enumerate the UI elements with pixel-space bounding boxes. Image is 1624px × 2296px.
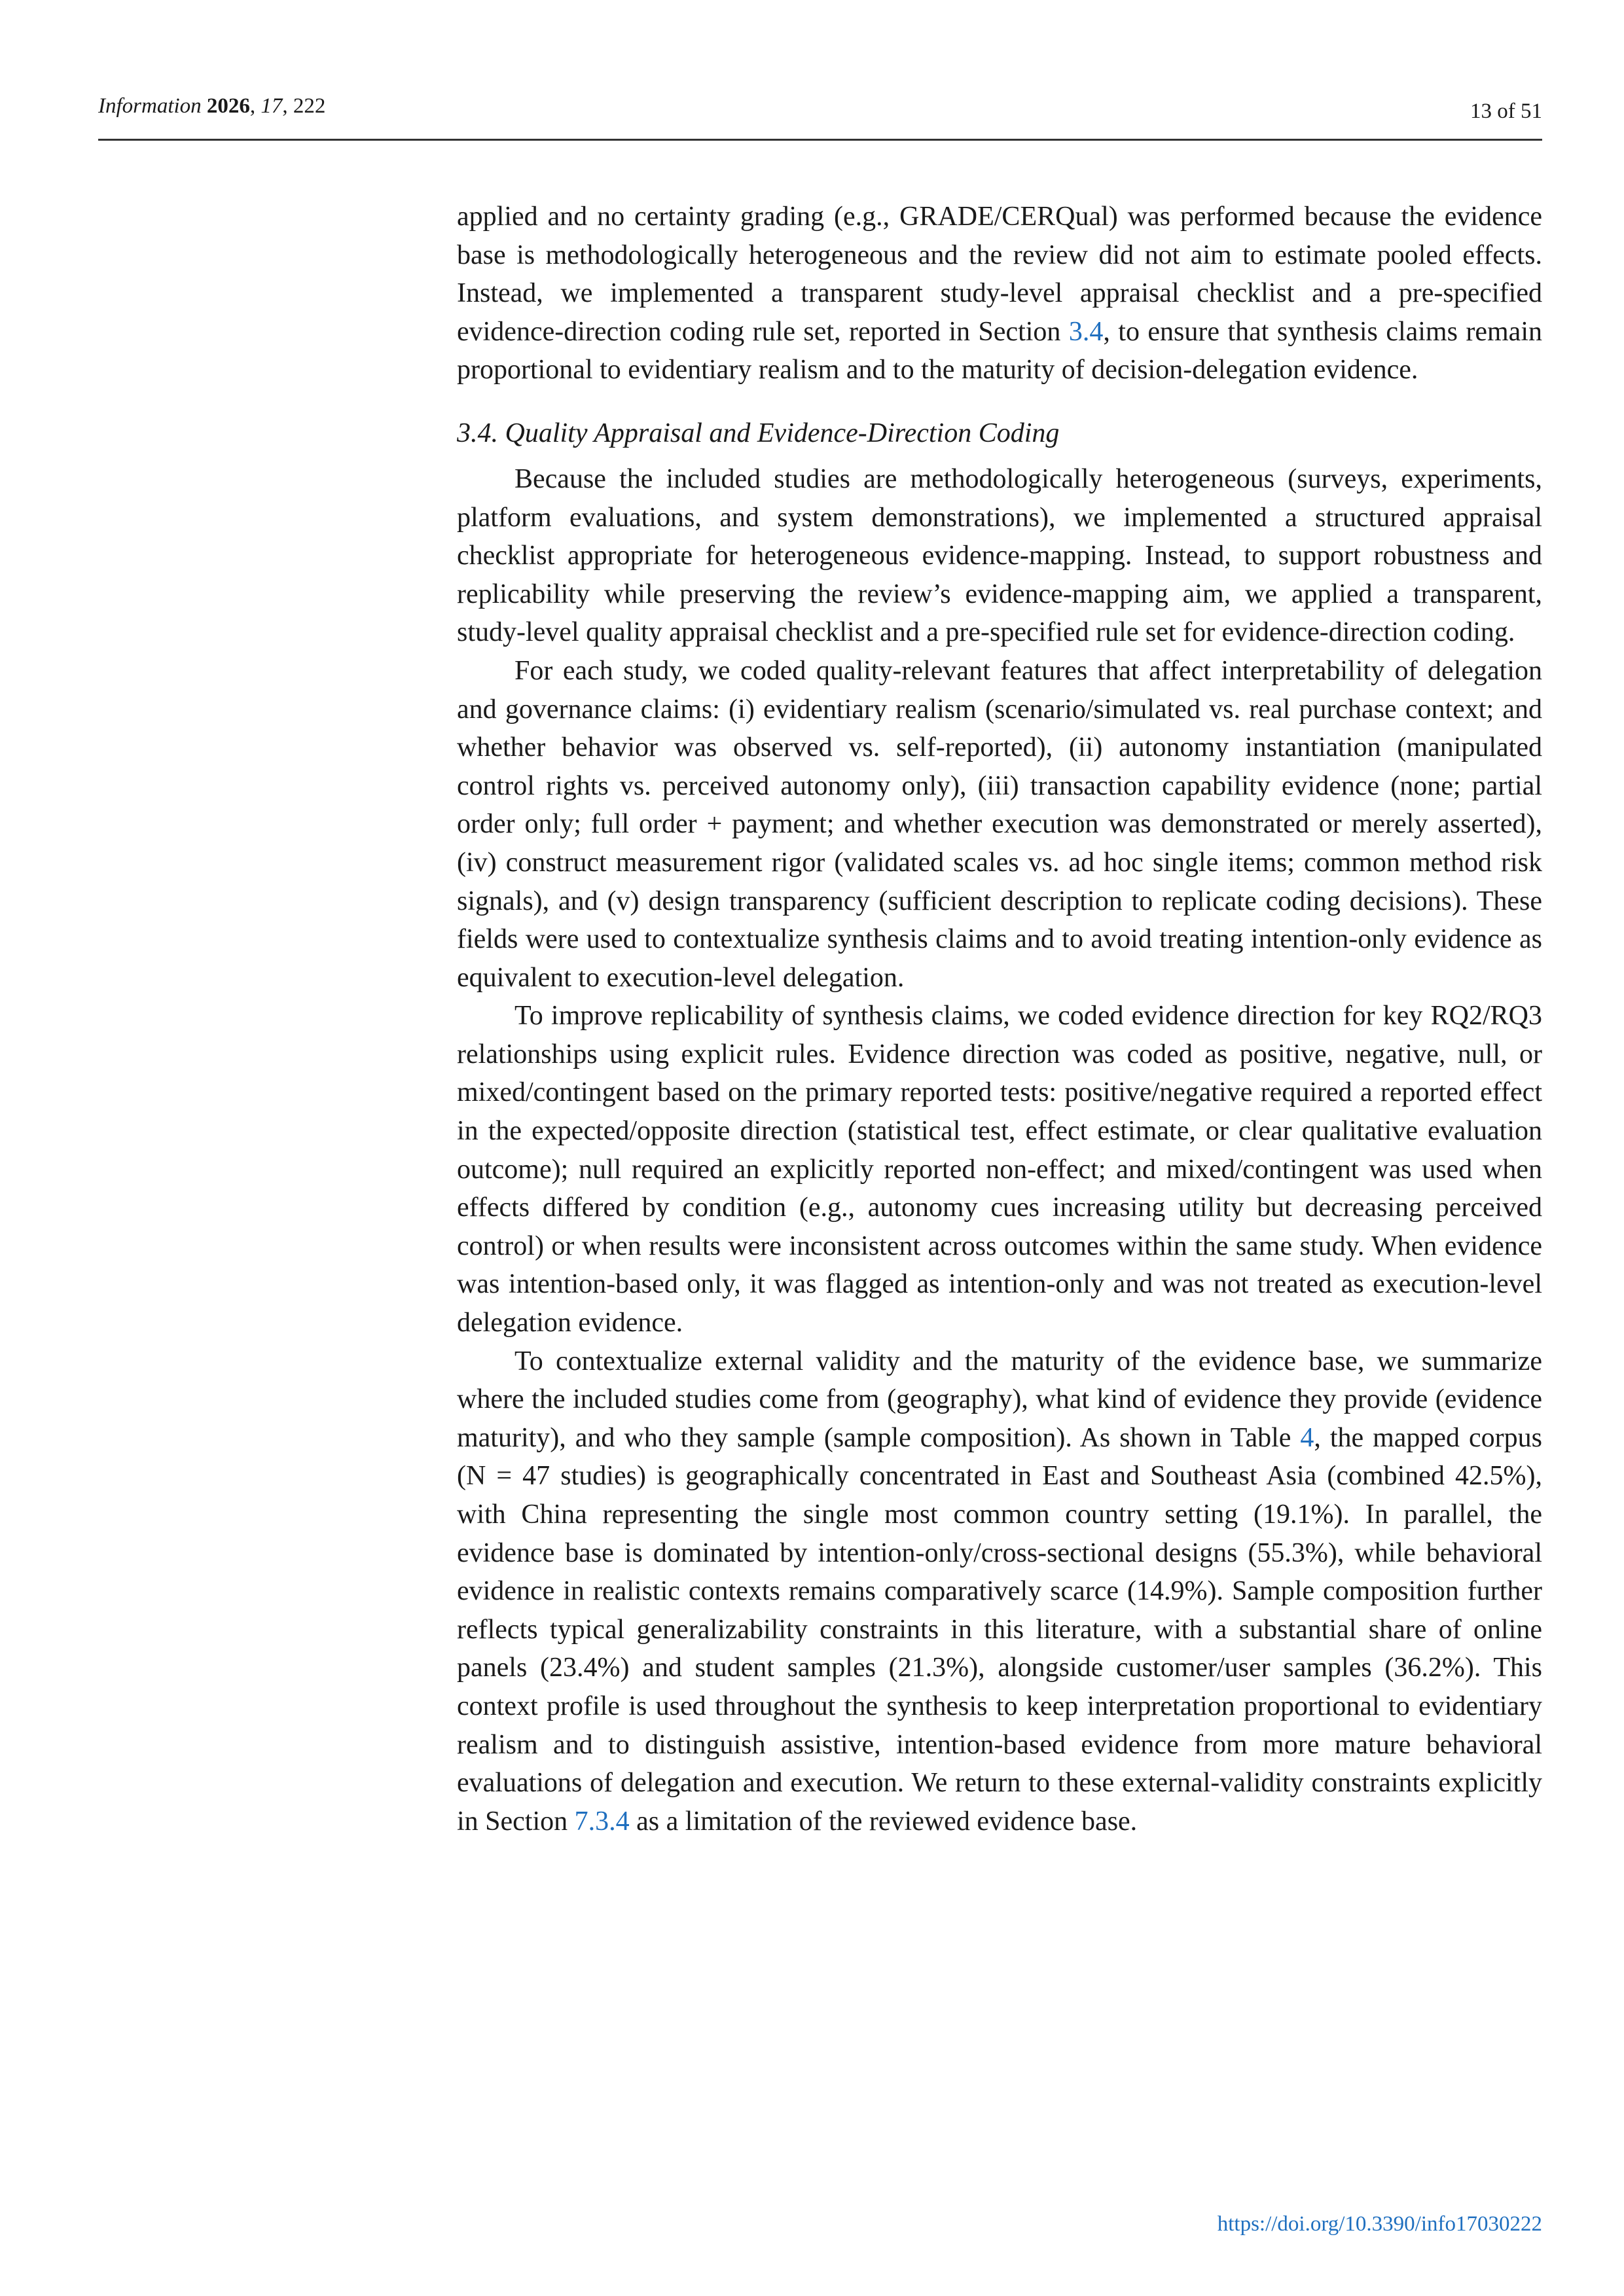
page-number: 13 of 51 xyxy=(1470,99,1542,123)
journal-name: Information xyxy=(98,94,202,118)
paragraph-external-validity: To contextualize external validity and the maturity of the evidence base, we summarize where the included studies come from (geography), what kind of evidence they provide (evidence maturity), and who they sample (sample composition). As shown in Table 4, the mapped corpus (N = 47 studies) is geographically concentrated in East and Southeast Asia (combined 42.5%), with China representing the single most common country setting (19.1%). In parallel, the evidence base is dominated by intention-only/cross-sectional designs (55.3%), while behavioral evidence in realistic contexts remains comparatively scarce (14.9%). Sample composition further reflects typical generalizability constraints in this literature, with a substantial share of online panels (23.4%) and student samples (21.3%), alongside customer/user samples (36.2%). This context profile is used throughout the synthesis to keep interpretation proportional to evidentiary realism and to distinguish assistive, intention-based evidence from more mature behavioral evaluations of delegation and execution. We return to these external-validity constraints explicitly in Section 7.3.4 as a limitation of the reviewed evidence base. xyxy=(457,1346,1542,1837)
section-link-3-4[interactable]: 3.4 xyxy=(1068,316,1104,347)
publication-year: 2026 xyxy=(206,94,250,118)
main-text xyxy=(457,198,1542,1840)
volume-number: 17 xyxy=(261,94,283,118)
article-number: 222 xyxy=(293,94,326,118)
paragraph-evidence-direction: To improve replicability of synthesis claims, we coded evidence direction for key RQ2/RQ3 relationships using explicit rules. Evidence direction was coded as positive, negative, null, or mixed/contingent based on the primary reported tests: positive/negative required a reported effect in the expected/opposite direction (statistical test, effect estimate, or clear qualitative evaluation outcome); null required an explicitly reported non-effect; and mixed/contingent was used when effects differed by condition (e.g., autonomy cues increasing utility but decreasing perceived control) or when results were inconsistent across outcomes within the same study. When evidence was intention-based only, it was flagged as intention-only and was not treated as execution-level delegation evidence. xyxy=(457,1001,1542,1338)
section-link-7-3-4[interactable]: 7.3.4 xyxy=(574,1806,630,1837)
running-header xyxy=(98,93,1542,141)
journal-citation: Information 2026, 17, 222 xyxy=(98,94,326,118)
table-link-4[interactable]: 4 xyxy=(1300,1422,1314,1453)
continued-paragraph: applied and no certainty grading (e.g., GRADE/CERQual) was performed because the evidence base is methodologically heterogeneous and the review did not aim to estimate pooled effects. Instead, we implemented a transparent study-level appraisal checklist and a pre-specified evidence-direction coding rule set, reported in Section 3.4, to ensure that synthesis claims remain proportional to evidentiary realism and to the maturity of decision-delegation evidence. xyxy=(457,202,1542,386)
paragraph-appraisal-intro: Because the included studies are methodologically heterogeneous (surveys, experiments, platform evaluations, and system demonstrations), we implemented a structured appraisal checklist appropriate for heterogeneous evidence-mapping. Instead, to support robustness and replicability while preserving the review’s evidence-mapping aim, we applied a transparent, study-level quality appraisal checklist and a pre-specified rule set for evidence-direction coding. xyxy=(457,463,1542,648)
section-heading: 3.4. Quality Appraisal and Evidence-Direction Coding xyxy=(457,418,1060,448)
paragraph-coded-features: For each study, we coded quality-relevant features that affect interpretability of delegation and governance claims: (i) evidentiary realism (scenario/simulated vs. real purchase context; and whether behavior was observed vs. self-reported), (ii) autonomy instantiation (manipulated control rights vs. perceived autonomy only), (iii) transaction capability evidence (none; partial order only; full order + payment; and whether execution was demonstrated or merely asserted), (iv) construct measurement rigor (validated scales vs. ad hoc single items; common method risk signals), and (v) design transparency (sufficient description to replicate coding decisions). These fields were used to contextualize synthesis claims and to avoid treating intention-only evidence as equivalent to execution-level delegation. xyxy=(457,655,1542,993)
doi-link[interactable]: https://doi.org/10.3390/info17030222 xyxy=(1217,2212,1542,2236)
